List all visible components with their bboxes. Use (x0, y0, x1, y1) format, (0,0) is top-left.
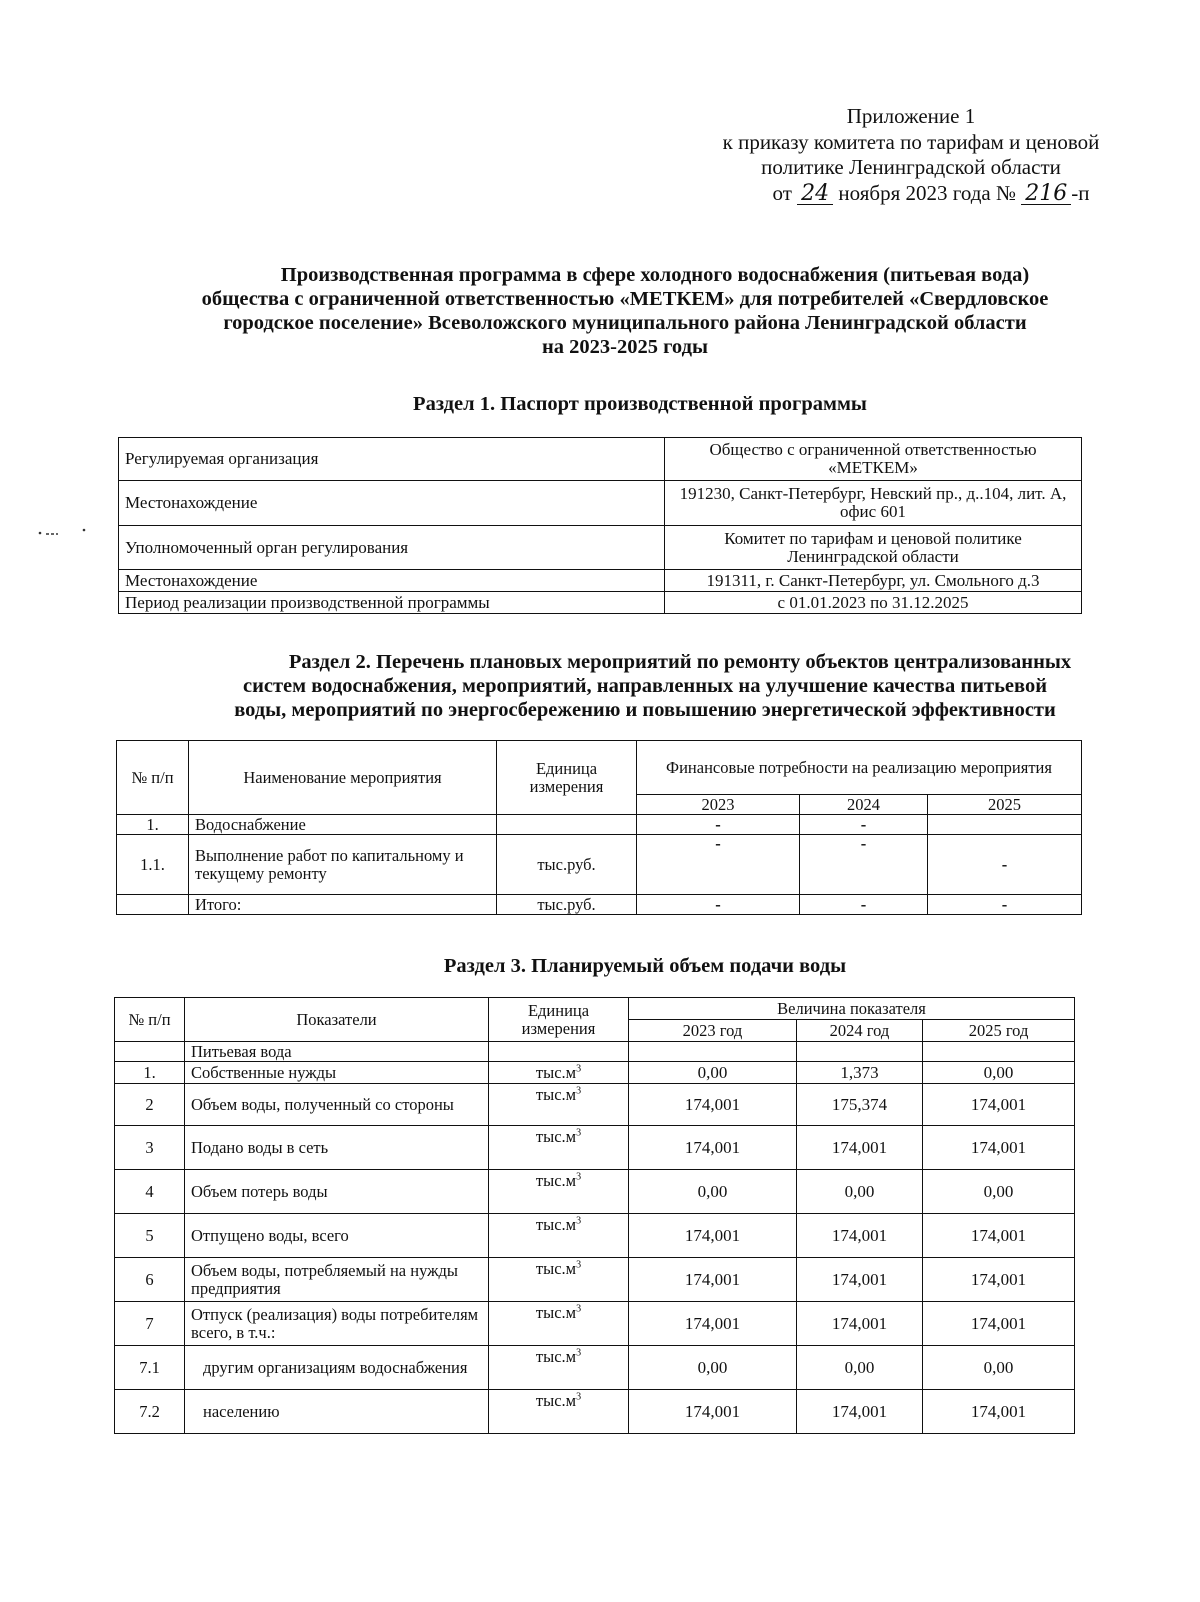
cell-num: 1. (117, 815, 189, 835)
cell-num: 1.1. (117, 835, 189, 895)
cell-num: 5 (115, 1214, 185, 1258)
cell-name: Отпуск (реализация) воды потребителям всего, в т.ч.: (185, 1302, 489, 1346)
unit-text: тыс.м (535, 1347, 577, 1366)
cell-value: 0,00 (629, 1346, 797, 1390)
cell-value: 174,001 (629, 1126, 797, 1170)
water-volume-body (115, 1062, 1075, 1434)
cell-value: 174,001 (923, 1084, 1075, 1126)
cell-num: 2 (115, 1084, 185, 1126)
unit-text: тыс.м (535, 1063, 577, 1082)
cell-value: - (800, 815, 928, 835)
cell-name: Отпущено воды, всего (185, 1214, 489, 1258)
cell-value: 0,00 (923, 1062, 1075, 1084)
cell-unit (489, 1390, 629, 1434)
title-line: городское поселение» Всеволожского муниципального района Ленинградской области (223, 312, 1027, 334)
cell-num (117, 895, 189, 915)
section1-heading: Раздел 1. Паспорт производственной программы (413, 393, 867, 415)
cell-value: - (800, 835, 928, 895)
cell-num: 4 (115, 1170, 185, 1214)
cell-value: - (928, 895, 1082, 915)
cell-value: 0,00 (629, 1062, 797, 1084)
section2-heading (115, 650, 1175, 722)
cell-name: населению (185, 1390, 489, 1434)
cell-unit (489, 1084, 629, 1126)
cell-name: Итого: (189, 895, 497, 915)
table-row (119, 481, 1082, 526)
table-row (119, 526, 1082, 570)
cell-value: - (800, 895, 928, 915)
table-row (115, 1170, 1075, 1214)
passport-value: Комитет по тарифам и ценовой политике Ленинградской области (665, 526, 1082, 570)
table-row (115, 1302, 1075, 1346)
unit-text: тыс.м (535, 1391, 577, 1410)
cell-value: - (637, 815, 800, 835)
appendix-line: Приложение 1 (846, 104, 976, 128)
col-header-name: Показатели (185, 998, 489, 1042)
table-header-row (115, 998, 1075, 1020)
col-header-2025: 2025 (928, 795, 1082, 815)
cell-value: 0,00 (797, 1170, 923, 1214)
cell-num: 7 (115, 1302, 185, 1346)
table-row (115, 1346, 1075, 1390)
cell-name: Объем воды, потребляемый на нужды предприятия (185, 1258, 489, 1302)
document-title (110, 263, 1140, 359)
cell-value: 174,001 (923, 1390, 1075, 1434)
unit-text: тыс.м (535, 1303, 577, 1322)
cell-value: 0,00 (797, 1346, 923, 1390)
cell-unit: тыс.руб. (497, 895, 637, 915)
date-month-year: ноября 2023 года № (838, 180, 1017, 205)
cell-name: Подано воды в сеть (185, 1126, 489, 1170)
cell-value: 174,001 (797, 1390, 923, 1434)
unit-superscript: 3 (576, 1063, 582, 1075)
unit-text: тыс.м (535, 1215, 577, 1234)
cell-value: 174,001 (797, 1302, 923, 1346)
cell-unit (489, 1062, 629, 1084)
cell-num: 1. (115, 1062, 185, 1084)
col-header-unit: Единица измерения (489, 998, 629, 1042)
cell-value: 174,001 (797, 1214, 923, 1258)
table-row (119, 438, 1082, 481)
appendix-header (686, 104, 1136, 206)
group-label: Питьевая вода (185, 1042, 489, 1062)
cell-value: 0,00 (923, 1346, 1075, 1390)
passport-value: 191311, г. Санкт-Петербург, ул. Смольного д.3 (665, 570, 1082, 592)
passport-label: Регулируемая организация (119, 438, 665, 481)
appendix-line: политике Ленинградской области (761, 155, 1061, 179)
handwritten-order-number: 216 (1021, 184, 1071, 205)
cell-name: Собственные нужды (185, 1062, 489, 1084)
table-row (119, 592, 1082, 614)
section2-heading-line: воды, мероприятий по энергосбережению и повышению энергетической эффективности (234, 699, 1056, 721)
table-row (117, 835, 1082, 895)
cell-value: 174,001 (797, 1258, 923, 1302)
unit-superscript: 3 (576, 1127, 582, 1139)
table-row (115, 1062, 1075, 1084)
passport-label: Местонахождение (119, 570, 665, 592)
cell-num: 6 (115, 1258, 185, 1302)
cell-value: 175,374 (797, 1084, 923, 1126)
title-line: на 2023-2025 годы (542, 336, 708, 358)
cell-value: 174,001 (923, 1302, 1075, 1346)
col-header-finance: Финансовые потребности на реализацию мероприятия (637, 741, 1082, 795)
passport-value: с 01.01.2023 по 31.12.2025 (665, 592, 1082, 614)
cell-name: Объем потерь воды (185, 1170, 489, 1214)
col-header-2024: 2024 (800, 795, 928, 815)
cell-unit (489, 1126, 629, 1170)
cell-value: - (637, 895, 800, 915)
passport-label: Уполномоченный орган регулирования (119, 526, 665, 570)
cell-num (115, 1042, 185, 1062)
cell-value: 0,00 (629, 1170, 797, 1214)
title-line: Производственная программа в сфере холодного водоснабжения (питьевая вода) (280, 264, 1030, 286)
cell-name: Водоснабжение (189, 815, 497, 835)
passport-table (118, 437, 1082, 614)
cell-unit (489, 1170, 629, 1214)
cell-value (629, 1042, 797, 1062)
passport-label: Период реализации производственной программы (119, 592, 665, 614)
cell-value: 174,001 (923, 1258, 1075, 1302)
date-prefix: от (772, 180, 792, 205)
cell-value: 0,00 (923, 1170, 1075, 1214)
table-row (119, 570, 1082, 592)
unit-superscript: 3 (576, 1215, 582, 1227)
cell-unit (497, 815, 637, 835)
unit-superscript: 3 (576, 1391, 582, 1403)
unit-superscript: 3 (576, 1085, 582, 1097)
table-header-row (117, 741, 1082, 795)
table-row (115, 1042, 1075, 1062)
cell-num: 7.2 (115, 1390, 185, 1434)
water-volume-table (114, 997, 1075, 1434)
col-header-2025: 2025 год (923, 1020, 1075, 1042)
cell-unit (489, 1302, 629, 1346)
cell-value: 174,001 (629, 1258, 797, 1302)
cell-name: другим организациям водоснабжения (185, 1346, 489, 1390)
cell-value: 174,001 (629, 1390, 797, 1434)
cell-name: Выполнение работ по капитальному и текущему ремонту (189, 835, 497, 895)
cell-value: 174,001 (629, 1214, 797, 1258)
col-header-num: № п/п (115, 998, 185, 1042)
col-header-num: № п/п (117, 741, 189, 815)
cell-value: - (928, 835, 1082, 895)
table-row (115, 1084, 1075, 1126)
col-header-2024: 2024 год (797, 1020, 923, 1042)
cell-value: 1,373 (797, 1062, 923, 1084)
unit-superscript: 3 (576, 1171, 582, 1183)
col-header-value: Величина показателя (629, 998, 1075, 1020)
table-row (115, 1214, 1075, 1258)
unit-text: тыс.м (535, 1127, 577, 1146)
cell-unit (489, 1258, 629, 1302)
cell-unit (489, 1042, 629, 1062)
unit-superscript: 3 (576, 1259, 582, 1271)
cell-name: Объем воды, полученный со стороны (185, 1084, 489, 1126)
col-header-unit: Единица измерения (497, 741, 637, 815)
cell-num: 7.1 (115, 1346, 185, 1390)
cell-value: 174,001 (923, 1214, 1075, 1258)
cell-value: 174,001 (629, 1084, 797, 1126)
cell-value: 174,001 (629, 1302, 797, 1346)
table-row (115, 1390, 1075, 1434)
handwritten-day: 24 (797, 184, 833, 205)
cell-num: 3 (115, 1126, 185, 1170)
table-row (117, 815, 1082, 835)
cell-value (797, 1042, 923, 1062)
col-header-2023: 2023 год (629, 1020, 797, 1042)
unit-text: тыс.м (535, 1085, 577, 1104)
cell-value (923, 1042, 1075, 1062)
cell-unit (489, 1214, 629, 1258)
passport-label: Местонахождение (119, 481, 665, 526)
passport-value: 191230, Санкт-Петербург, Невский пр., д..104, лит. А, офис 601 (665, 481, 1082, 526)
scan-noise-mark (36, 526, 96, 540)
cell-value: 174,001 (797, 1126, 923, 1170)
table-row (115, 1258, 1075, 1302)
unit-text: тыс.м (535, 1171, 577, 1190)
table-row (117, 895, 1082, 915)
cell-value: 174,001 (923, 1126, 1075, 1170)
cell-value (928, 815, 1082, 835)
section3-heading: Раздел 3. Планируемый объем подачи воды (443, 955, 847, 977)
col-header-name: Наименование мероприятия (189, 741, 497, 815)
measures-table (116, 740, 1082, 915)
cell-value: - (637, 835, 800, 895)
cell-unit: тыс.руб. (497, 835, 637, 895)
order-suffix: -п (1071, 180, 1090, 205)
cell-unit (489, 1346, 629, 1390)
order-date-line (686, 181, 1136, 207)
section2-heading-line: Раздел 2. Перечень плановых мероприятий по ремонту объектов централизованных (288, 651, 1072, 673)
appendix-line: к приказу комитета по тарифам и ценовой (722, 129, 1100, 154)
col-header-2023: 2023 (637, 795, 800, 815)
unit-superscript: 3 (576, 1347, 582, 1359)
passport-value: Общество с ограниченной ответственностью «МЕТКЕМ» (665, 438, 1082, 481)
table-row (115, 1126, 1075, 1170)
section2-heading-line: систем водоснабжения, мероприятий, направленных на улучшение качества питьевой (242, 675, 1048, 697)
unit-text: тыс.м (535, 1259, 577, 1278)
title-line: общества с ограниченной ответственностью «МЕТКЕМ» для потребителей «Свердловское (201, 288, 1049, 310)
scan-marks (36, 526, 96, 545)
unit-superscript: 3 (576, 1303, 582, 1315)
